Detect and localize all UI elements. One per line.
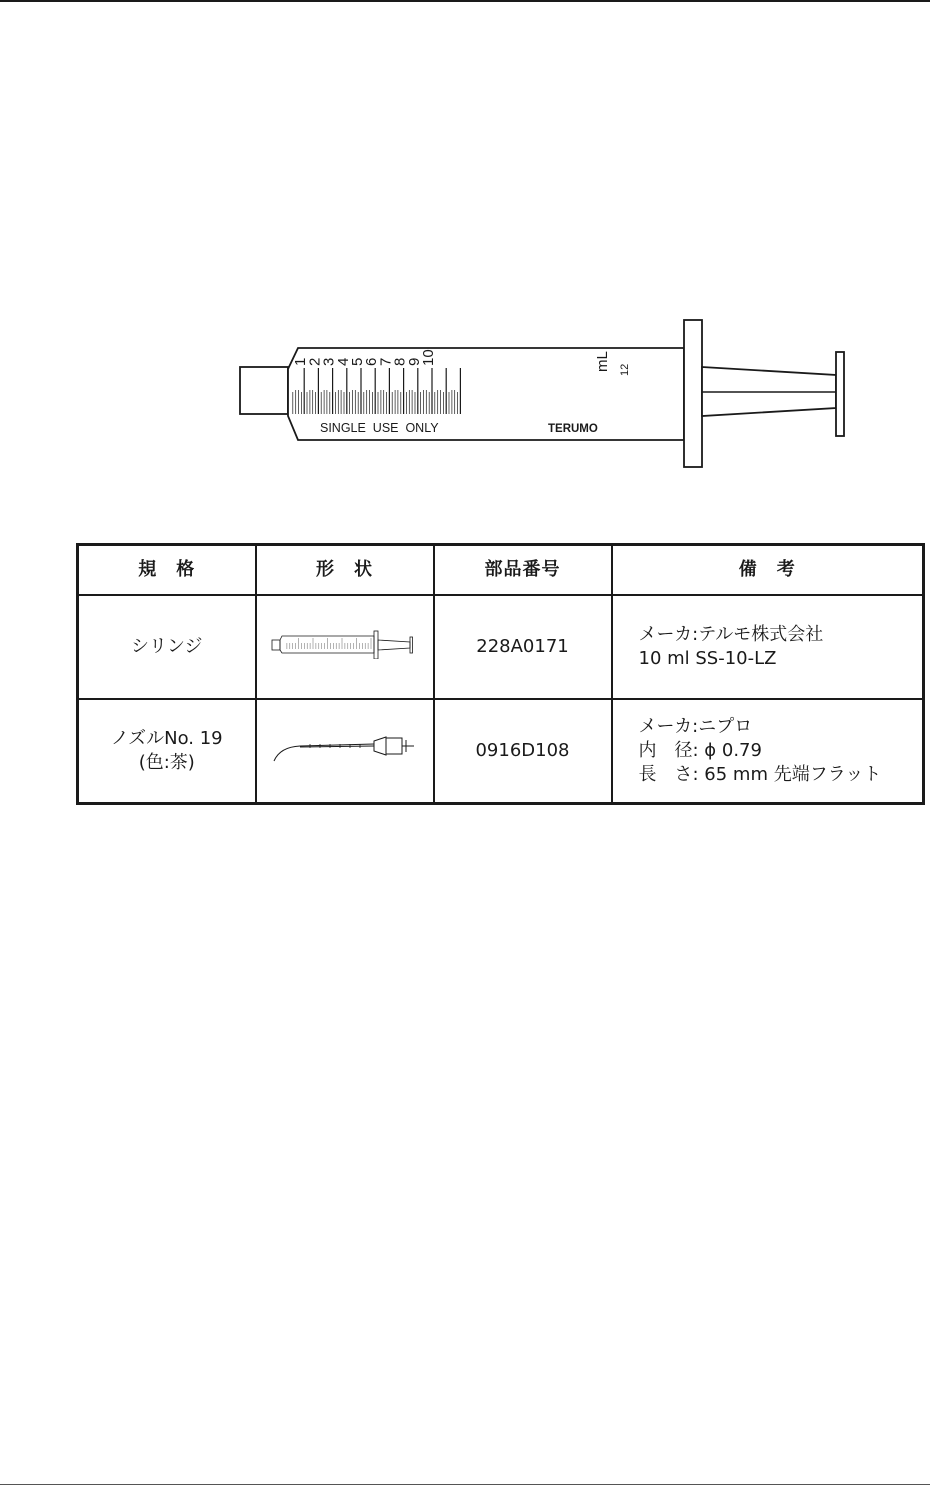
header-spec: 規 格	[78, 545, 256, 596]
notes-line: 10 ml SS-10-LZ	[638, 648, 777, 669]
spec-cell	[78, 699, 256, 804]
bottom-rule	[0, 1484, 930, 1485]
spec-table	[76, 543, 925, 805]
barrel-text: SINGLE USE ONLY	[320, 421, 439, 435]
scale-number: 8	[391, 357, 409, 366]
header-shape: 形 状	[256, 545, 434, 596]
top-rule	[0, 0, 930, 2]
notes-line: メーカ:テルモ株式会社	[638, 624, 824, 645]
notes-cell	[612, 595, 924, 699]
spec-name: ノズルNo. 19	[110, 728, 223, 749]
syringe-diagram	[230, 312, 870, 482]
table-header-row	[78, 545, 924, 596]
table-row	[78, 699, 924, 804]
header-notes: 備 考	[612, 545, 924, 596]
table-row	[78, 595, 924, 699]
part-number-cell: 0916D108	[434, 699, 612, 804]
spec-color: (色:茶)	[138, 752, 195, 773]
extended-scale-mark: 12	[619, 363, 631, 376]
spec-name: シリンジ	[130, 636, 203, 657]
scale-number: 3	[320, 357, 338, 366]
notes-line: 長 さ: 65 mm 先端フラット	[638, 764, 882, 785]
scale-number: 5	[349, 357, 366, 366]
scale-number: 6	[363, 357, 381, 366]
notes-line: 内 径: ϕ 0.79	[638, 740, 762, 761]
plunger-head	[836, 352, 844, 436]
shape-cell	[256, 595, 434, 699]
nozzle-icon	[270, 731, 420, 765]
part-number-cell: 228A0171	[434, 595, 612, 699]
syringe-tip	[240, 367, 288, 414]
brand-text: TERUMO	[548, 423, 598, 435]
scale-number: 10	[420, 349, 437, 366]
shape-cell	[256, 699, 434, 804]
spec-cell	[78, 595, 256, 699]
scale-number: 4	[334, 357, 352, 366]
scale-number: 2	[306, 357, 324, 366]
syringe-flange	[684, 320, 702, 467]
notes-line: メーカ:ニプロ	[638, 716, 753, 737]
notes-cell	[612, 699, 924, 804]
unit-label: mL	[594, 351, 611, 372]
scale-number: 9	[405, 357, 423, 366]
scale-number: 1	[292, 357, 310, 366]
syringe-icon	[270, 629, 420, 659]
scale-number: 7	[377, 357, 395, 366]
header-part-number: 部品番号	[434, 545, 612, 596]
